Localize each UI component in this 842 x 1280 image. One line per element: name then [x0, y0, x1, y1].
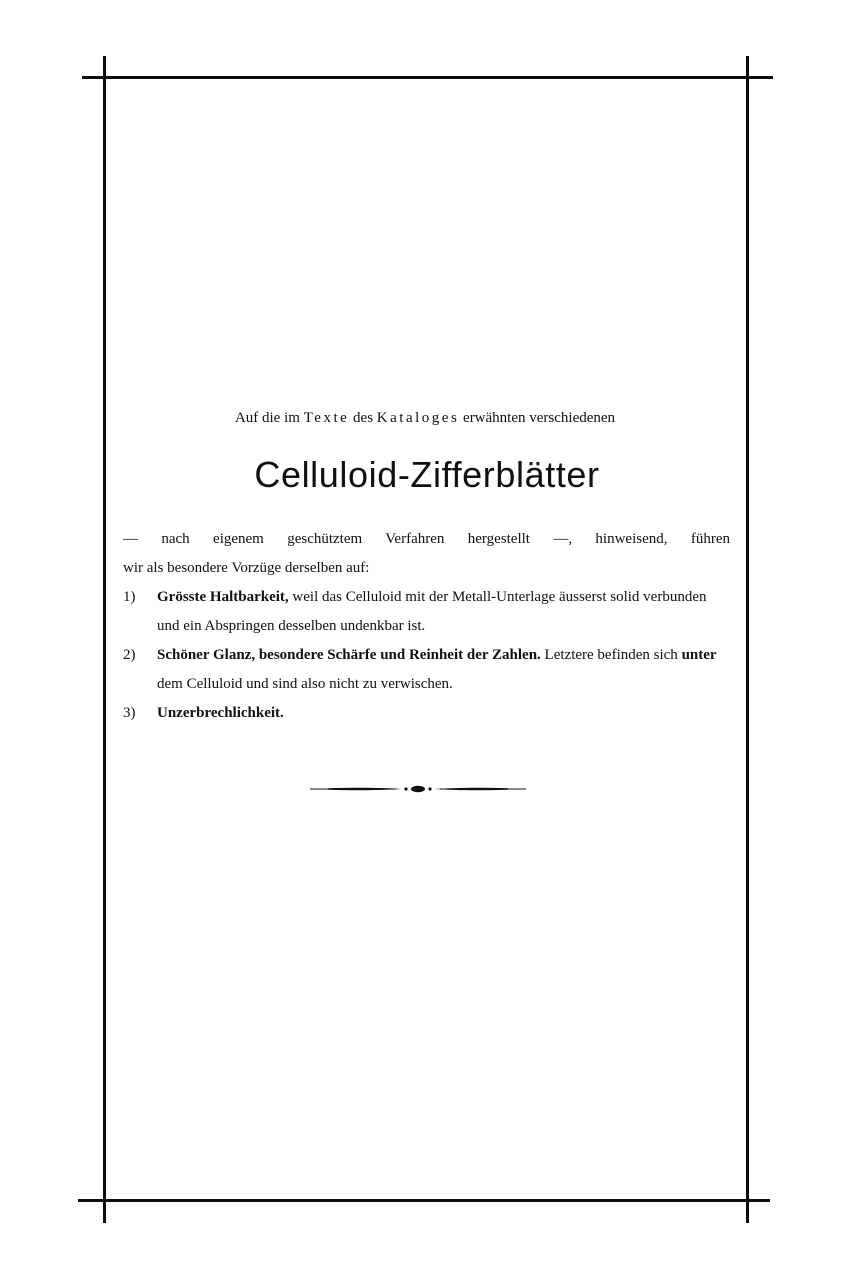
right-frame-rule: [746, 56, 749, 1223]
list-item-number: 3): [123, 705, 136, 721]
left-frame-rule: [103, 56, 106, 1223]
list-item-text: [157, 583, 730, 641]
top-frame-rule: [82, 76, 773, 79]
list-item-rest-text: dem Celluloid und sind also nicht zu verwischen.: [157, 676, 453, 692]
list-item-bold-text: Grösste Haltbarkeit,: [157, 589, 289, 605]
list-item: [123, 641, 730, 699]
body-text: [123, 525, 730, 728]
list-item-bold-text: Schöner Glanz, besondere Schärfe und Reinheit der Zahlen.: [157, 647, 541, 663]
page-title: Celluloid-Zifferblätter: [254, 454, 600, 495]
decorative-rule-ornament-icon: [310, 778, 526, 800]
list-item-text: [157, 699, 730, 728]
intro-spaced-word-texte: Texte: [303, 410, 350, 426]
bottom-frame-rule: [78, 1199, 770, 1202]
intro-line: [140, 408, 710, 428]
list-item-rest-text: Letztere befinden sich: [540, 647, 682, 663]
intro-text-part: Auf die im: [234, 410, 304, 426]
lead-line-1: — nach eigenem geschütztem Verfahren hergestellt —, hinweisend, führen: [123, 531, 730, 547]
list-item: [123, 699, 730, 728]
lead-line-2: wir als besondere Vorzüge derselben auf:: [123, 560, 370, 576]
intro-text-part: des: [349, 410, 377, 426]
list-item-number: 1): [123, 589, 136, 605]
lead-paragraph: [123, 525, 730, 583]
list-item-bold-text: Unzerbrechlichkeit.: [157, 705, 284, 721]
intro-text-part: erwähnten verschiedenen: [459, 410, 616, 426]
list-item-text: [157, 641, 730, 699]
list-item-bold-word: unter: [681, 647, 717, 663]
list-item: [123, 583, 730, 641]
intro-spaced-word-kataloges: Kataloges: [376, 410, 460, 426]
list-item-rest-text: weil das Celluloid mit der Metall-Unterlage äusserst solid verbunden und ein Abspringen desselben undenkbar ist.: [157, 589, 707, 634]
list-item-number: 2): [123, 647, 136, 663]
